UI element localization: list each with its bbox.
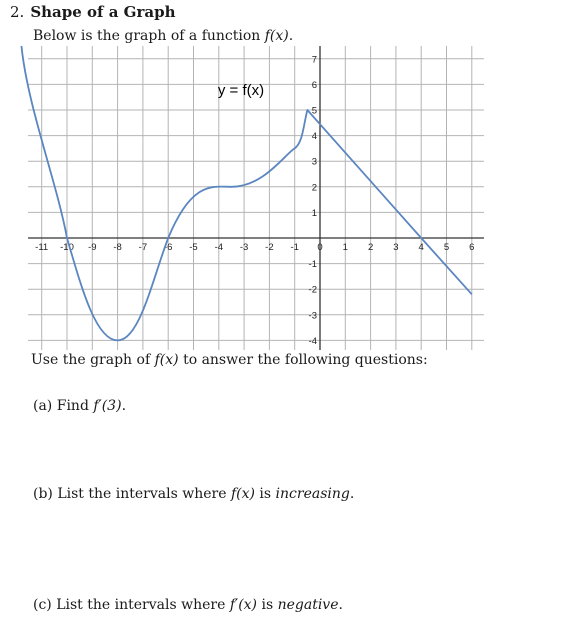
question-c-prefix: List the intervals where (56, 597, 226, 613)
x-tick-label: -2 (265, 242, 274, 253)
y-tick-label: 2 (311, 182, 317, 194)
x-tick-label: 6 (469, 242, 475, 253)
question-a (33, 398, 126, 414)
question-c-emph: negative (277, 597, 339, 613)
x-tick-label: 0 (317, 242, 323, 253)
intro-prefix: Below is the graph of a function (33, 28, 261, 44)
x-tick-label: -4 (214, 242, 224, 253)
curve-label: y = f(x) (217, 82, 265, 99)
problem-number: 2. (10, 3, 25, 21)
question-c-middle: is (261, 597, 274, 613)
x-tick-label: 4 (418, 242, 424, 253)
instruction-suffix: to answer the following questions: (183, 352, 428, 368)
problem-title (10, 3, 175, 21)
intro-function: f(x) (264, 28, 289, 44)
y-tick-label: -2 (308, 284, 317, 296)
question-b-expr: f(x) (230, 486, 255, 502)
y-tick-label: -4 (308, 335, 317, 347)
y-tick-label: 5 (311, 105, 317, 117)
x-tick-label: 3 (393, 242, 399, 253)
instruction-prefix: Use the graph of (31, 352, 151, 368)
instruction-text (31, 352, 428, 368)
x-tick-label: -11 (35, 242, 49, 253)
y-tick-label: -3 (308, 310, 317, 322)
x-tick-label: -10 (60, 242, 74, 253)
question-b-suffix: . (349, 486, 355, 502)
x-tick-label: 5 (443, 242, 450, 253)
intro-suffix: . (288, 28, 294, 44)
question-b-label: (b) (33, 486, 53, 502)
x-tick-label: -8 (113, 242, 122, 253)
question-b-prefix: List the intervals where (57, 486, 227, 502)
question-a-suffix: . (121, 398, 127, 414)
question-c-expr: f′(x) (229, 597, 258, 613)
x-tick-label: -6 (163, 242, 173, 253)
function-graph (0, 45, 575, 355)
x-tick-label: -7 (138, 242, 148, 253)
question-a-expr: f′(3) (93, 398, 122, 414)
x-tick-label: -9 (88, 242, 97, 253)
question-a-prefix: Find (56, 398, 89, 414)
problem-title-text: Shape of a Graph (30, 3, 176, 21)
question-b (33, 486, 354, 502)
y-tick-label: 1 (311, 207, 317, 219)
x-tick-label: 2 (367, 242, 374, 253)
question-c-suffix: . (338, 597, 343, 613)
instruction-function: f(x) (154, 352, 179, 368)
x-tick-label: 1 (342, 242, 348, 253)
x-tick-label: -5 (189, 242, 198, 253)
question-a-label: (a) (33, 398, 53, 414)
y-tick-label: 4 (311, 131, 317, 143)
intro-text (33, 28, 293, 44)
question-c-label: (c) (33, 597, 52, 613)
question-b-middle: is (259, 486, 272, 502)
x-tick-label: -1 (290, 242, 299, 253)
question-b-emph: increasing (275, 486, 350, 502)
y-tick-label: 7 (311, 54, 317, 66)
y-tick-label: -1 (308, 259, 317, 271)
y-tick-label: 6 (311, 79, 317, 91)
y-tick-label: 3 (311, 156, 317, 168)
question-c (33, 597, 343, 613)
x-tick-label: -3 (239, 242, 249, 253)
